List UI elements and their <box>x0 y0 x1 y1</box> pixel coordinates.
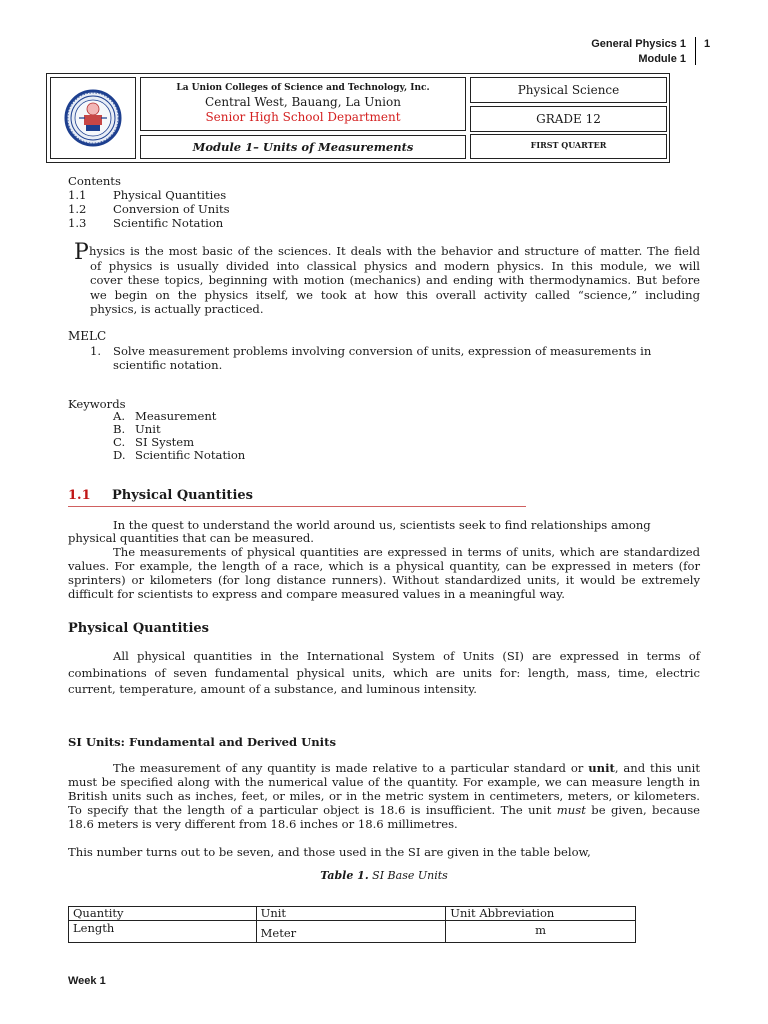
paragraph-line: The measurements of physical quantities are expressed in terms of units, which are standardized <box>113 545 700 559</box>
intro-line: of physics is usually divided into classical physics and modern physics. In this module, we will <box>90 259 700 273</box>
keywords-title: Keywords <box>68 397 126 411</box>
section-heading <box>68 488 253 503</box>
keywords-list <box>113 410 245 462</box>
contents-title: Contents <box>68 174 121 188</box>
table-row <box>69 921 636 943</box>
paragraph-line: To specify that the length of a particular object is 18.6 is insufficient. The unit must be given, because <box>68 803 701 817</box>
paragraph-line: combinations of seven fundamental physical units, which are units for: length, mass, time, electric <box>68 666 700 680</box>
section-number: 1.1 <box>68 488 91 503</box>
paragraph-line: must be specified along with the numerical value of the quantity. For example, we can measure length in <box>68 775 700 789</box>
subsection-title: Physical Quantities <box>68 621 209 636</box>
table-intro-line: This number turns out to be seven, and those used in the SI are given in the table below, <box>68 845 591 859</box>
school-seal-logo <box>51 78 135 158</box>
paragraph-line: In the quest to understand the world around us, scientists seek to find relationships among <box>113 518 651 532</box>
course-title: General Physics 1 <box>591 38 686 50</box>
paragraph-line: physical quantities that can be measured. <box>68 531 314 545</box>
module-label: Module 1 <box>638 53 686 65</box>
si-base-units-table <box>68 906 636 943</box>
paragraph-line: current, temperature, amount of a substance, and luminous intensity. <box>68 682 477 696</box>
logo-cell <box>50 77 136 159</box>
table-header-cell: Unit <box>256 907 446 921</box>
melc-item-line: scientific notation. <box>113 358 223 372</box>
table-cell: Length <box>69 921 257 943</box>
paragraph-line: values. For example, the length of a race, which is a physical quantity, can be expressed in meters (for <box>68 559 700 573</box>
melc-title: MELC <box>68 329 107 343</box>
school-info-cell <box>140 77 466 131</box>
page-number: 1 <box>695 37 717 65</box>
contents-list <box>68 188 468 230</box>
paragraph-line: difficult for scientists to express and compare measured values in a meaningful way. <box>68 587 565 601</box>
paragraph-line: 18.6 meters is very different from 18.6 inches or 18.6 millimetres. <box>68 817 458 831</box>
contents-item: 1.2 Conversion of Units <box>68 202 230 216</box>
running-header <box>591 37 686 67</box>
paragraph-line: sprinters) or kilometers (for long distance runners). Without standardized units, it would be extremely <box>68 573 700 587</box>
school-department: Senior High School Department <box>205 110 401 124</box>
drop-cap: P <box>74 240 89 265</box>
intro-line: hysics is the most basic of the sciences. It deals with the behavior and structure of matter. The field <box>89 244 700 258</box>
paragraph-line: The measurement of any quantity is made relative to a particular standard or unit, and this unit <box>113 761 700 775</box>
intro-line: physics, is actually practiced. <box>90 302 264 316</box>
keyword-item: B. Unit <box>113 422 161 436</box>
keyword-item: C. SI System <box>113 435 195 449</box>
melc-item-number: 1. <box>90 344 102 358</box>
subject-cell: Physical Science <box>470 77 667 103</box>
quarter-cell: FIRST QUARTER <box>470 134 667 159</box>
si-units-title: SI Units: Fundamental and Derived Units <box>68 735 336 749</box>
intro-line: we begin on the physics itself, we took at how this overall activity called “science,” including <box>90 288 700 302</box>
table-caption-text: SI Base Units <box>368 869 448 882</box>
footer-week: Week 1 <box>68 975 106 987</box>
table-header-cell: Unit Abbreviation <box>446 907 636 921</box>
paragraph-line: All physical quantities in the International System of Units (SI) are expressed in terms of <box>113 649 700 663</box>
contents-item: 1.3 Scientific Notation <box>68 216 224 230</box>
melc-item-line: Solve measurement problems involving conversion of units, expression of measurements in <box>113 344 652 358</box>
contents-item: 1.1 Physical Quantities <box>68 188 227 202</box>
grade-cell: GRADE 12 <box>470 106 667 132</box>
table-header-cell: Quantity <box>69 907 257 921</box>
table-cell: m <box>446 921 636 943</box>
module-title: Module 1– Units of Measurements <box>140 135 466 159</box>
table-caption <box>0 869 768 882</box>
section-rule <box>68 506 526 507</box>
table-header-row <box>69 907 636 921</box>
keyword-item: A. Measurement <box>113 409 217 423</box>
table-caption-label: Table 1. <box>320 869 369 882</box>
intro-line: cover these topics, beginning with motion (mechanics) and ending with thermodynamics. But before <box>90 273 700 287</box>
school-name: La Union Colleges of Science and Technology, Inc. <box>176 83 430 93</box>
table-cell: Meter <box>256 921 446 943</box>
school-address: Central West, Bauang, La Union <box>205 95 401 109</box>
section-title: Physical Quantities <box>112 488 253 503</box>
paragraph-line: British units such as inches, feet, or miles, or in the metric system in centimeters, meters, or kilometers. <box>68 789 700 803</box>
keyword-item: D. Scientific Notation <box>113 448 246 462</box>
